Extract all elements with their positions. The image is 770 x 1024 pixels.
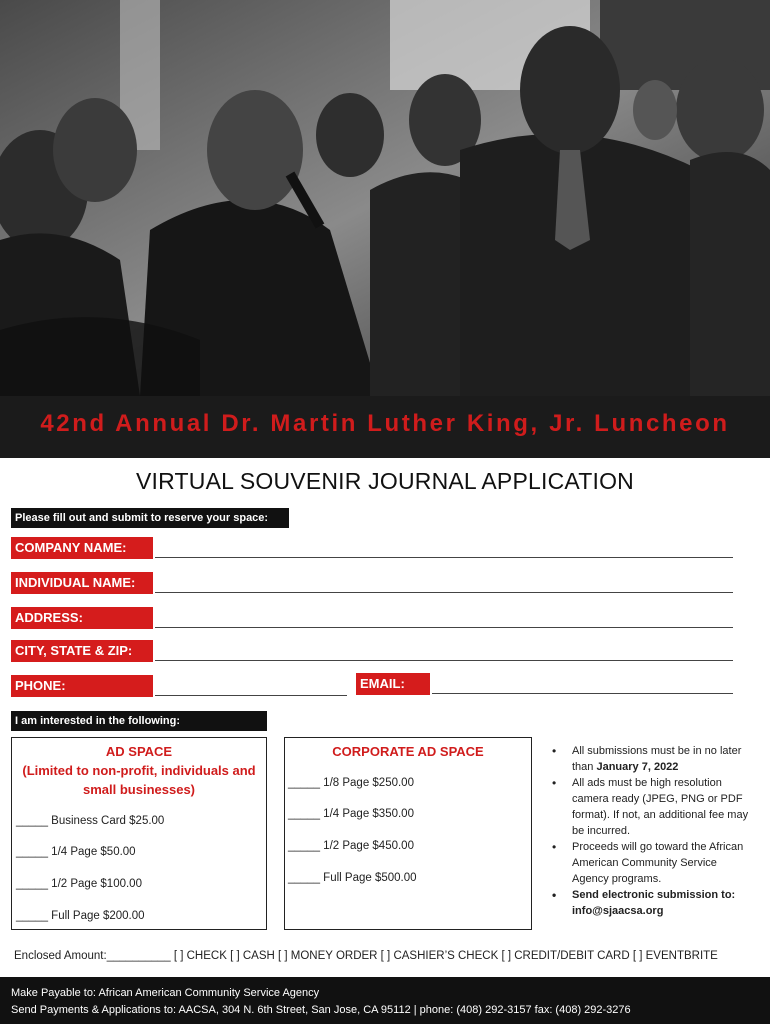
deadline-date: January 7, 2022 bbox=[596, 761, 679, 773]
city-state-zip-field[interactable] bbox=[155, 660, 733, 661]
address-label: ADDRESS: bbox=[11, 607, 153, 629]
company-field[interactable] bbox=[155, 557, 733, 558]
form-title: VIRTUAL SOUVENIR JOURNAL APPLICATION bbox=[136, 468, 634, 494]
corp-option-eighth-page[interactable]: _____ 1/8 Page $250.00 bbox=[288, 777, 414, 789]
submission-notes bbox=[552, 743, 752, 919]
city-state-zip-label: CITY, STATE & ZIP: bbox=[11, 640, 153, 662]
note-proceeds: • Proceeds will go toward the African American Community Service Agency programs. bbox=[552, 839, 752, 887]
ad-option-half-page[interactable]: _____ 1/2 Page $100.00 bbox=[16, 878, 142, 890]
phone-field[interactable] bbox=[155, 695, 347, 696]
hero-photo bbox=[0, 0, 770, 396]
ad-option-quarter-page[interactable]: _____ 1/4 Page $50.00 bbox=[16, 846, 136, 858]
corporate-ad-box bbox=[284, 737, 532, 930]
ad-option-business-card[interactable]: _____ Business Card $25.00 bbox=[16, 815, 165, 827]
ad-space-subtitle: (Limited to non-profit, individuals and bbox=[22, 763, 256, 778]
individual-label: INDIVIDUAL NAME: bbox=[11, 572, 153, 594]
footer-address: Send Payments & Applications to: AACSA, 304 N. 6th Street, San Jose, CA 95112 | phone: (408) 292-3157 fax: (408) 292-3276 bbox=[11, 1004, 631, 1016]
corp-option-half-page[interactable]: _____ 1/2 Page $450.00 bbox=[288, 840, 414, 852]
corporate-ad-title: CORPORATE AD SPACE bbox=[332, 744, 484, 759]
header-banner bbox=[0, 396, 770, 458]
email-label: EMAIL: bbox=[356, 673, 430, 695]
email-field[interactable] bbox=[432, 693, 733, 694]
note-resolution: • All ads must be high resolution camera ready (JPEG, PNG or PDF format). If not, an additional fee may be incurred. bbox=[552, 775, 752, 839]
ad-option-full-page[interactable]: _____ Full Page $200.00 bbox=[16, 910, 145, 922]
instructions-label: Please fill out and submit to reserve your space: bbox=[11, 508, 289, 528]
footer bbox=[0, 977, 770, 1024]
address-field[interactable] bbox=[155, 627, 733, 628]
footer-payable: Make Payable to: African American Community Service Agency bbox=[11, 987, 320, 999]
ad-space-subtitle: small businesses) bbox=[83, 782, 195, 797]
event-title: 42nd Annual Dr. Martin Luther King, Jr. Luncheon bbox=[40, 410, 730, 437]
ad-space-title: AD SPACE bbox=[105, 744, 173, 759]
corp-option-quarter-page[interactable]: _____ 1/4 Page $350.00 bbox=[288, 808, 414, 820]
note-email-submission: • Send electronic submission to: info@sjaacsa.org bbox=[552, 887, 752, 919]
corp-option-full-page[interactable]: _____ Full Page $500.00 bbox=[288, 872, 417, 884]
payment-method-line[interactable]: Enclosed Amount:__________ [ ] CHECK [ ] CASH [ ] MONEY ORDER [ ] CASHIER’S CHECK [ ] CREDIT/DEBIT CARD [ ] EVENTBRITE bbox=[14, 950, 718, 962]
note-deadline: • All submissions must be in no later than January 7, 2022 bbox=[552, 743, 752, 775]
interest-label: I am interested in the following: bbox=[11, 711, 267, 731]
individual-field[interactable] bbox=[155, 592, 733, 593]
phone-label: PHONE: bbox=[11, 675, 153, 697]
company-label: COMPANY NAME: bbox=[11, 537, 153, 559]
